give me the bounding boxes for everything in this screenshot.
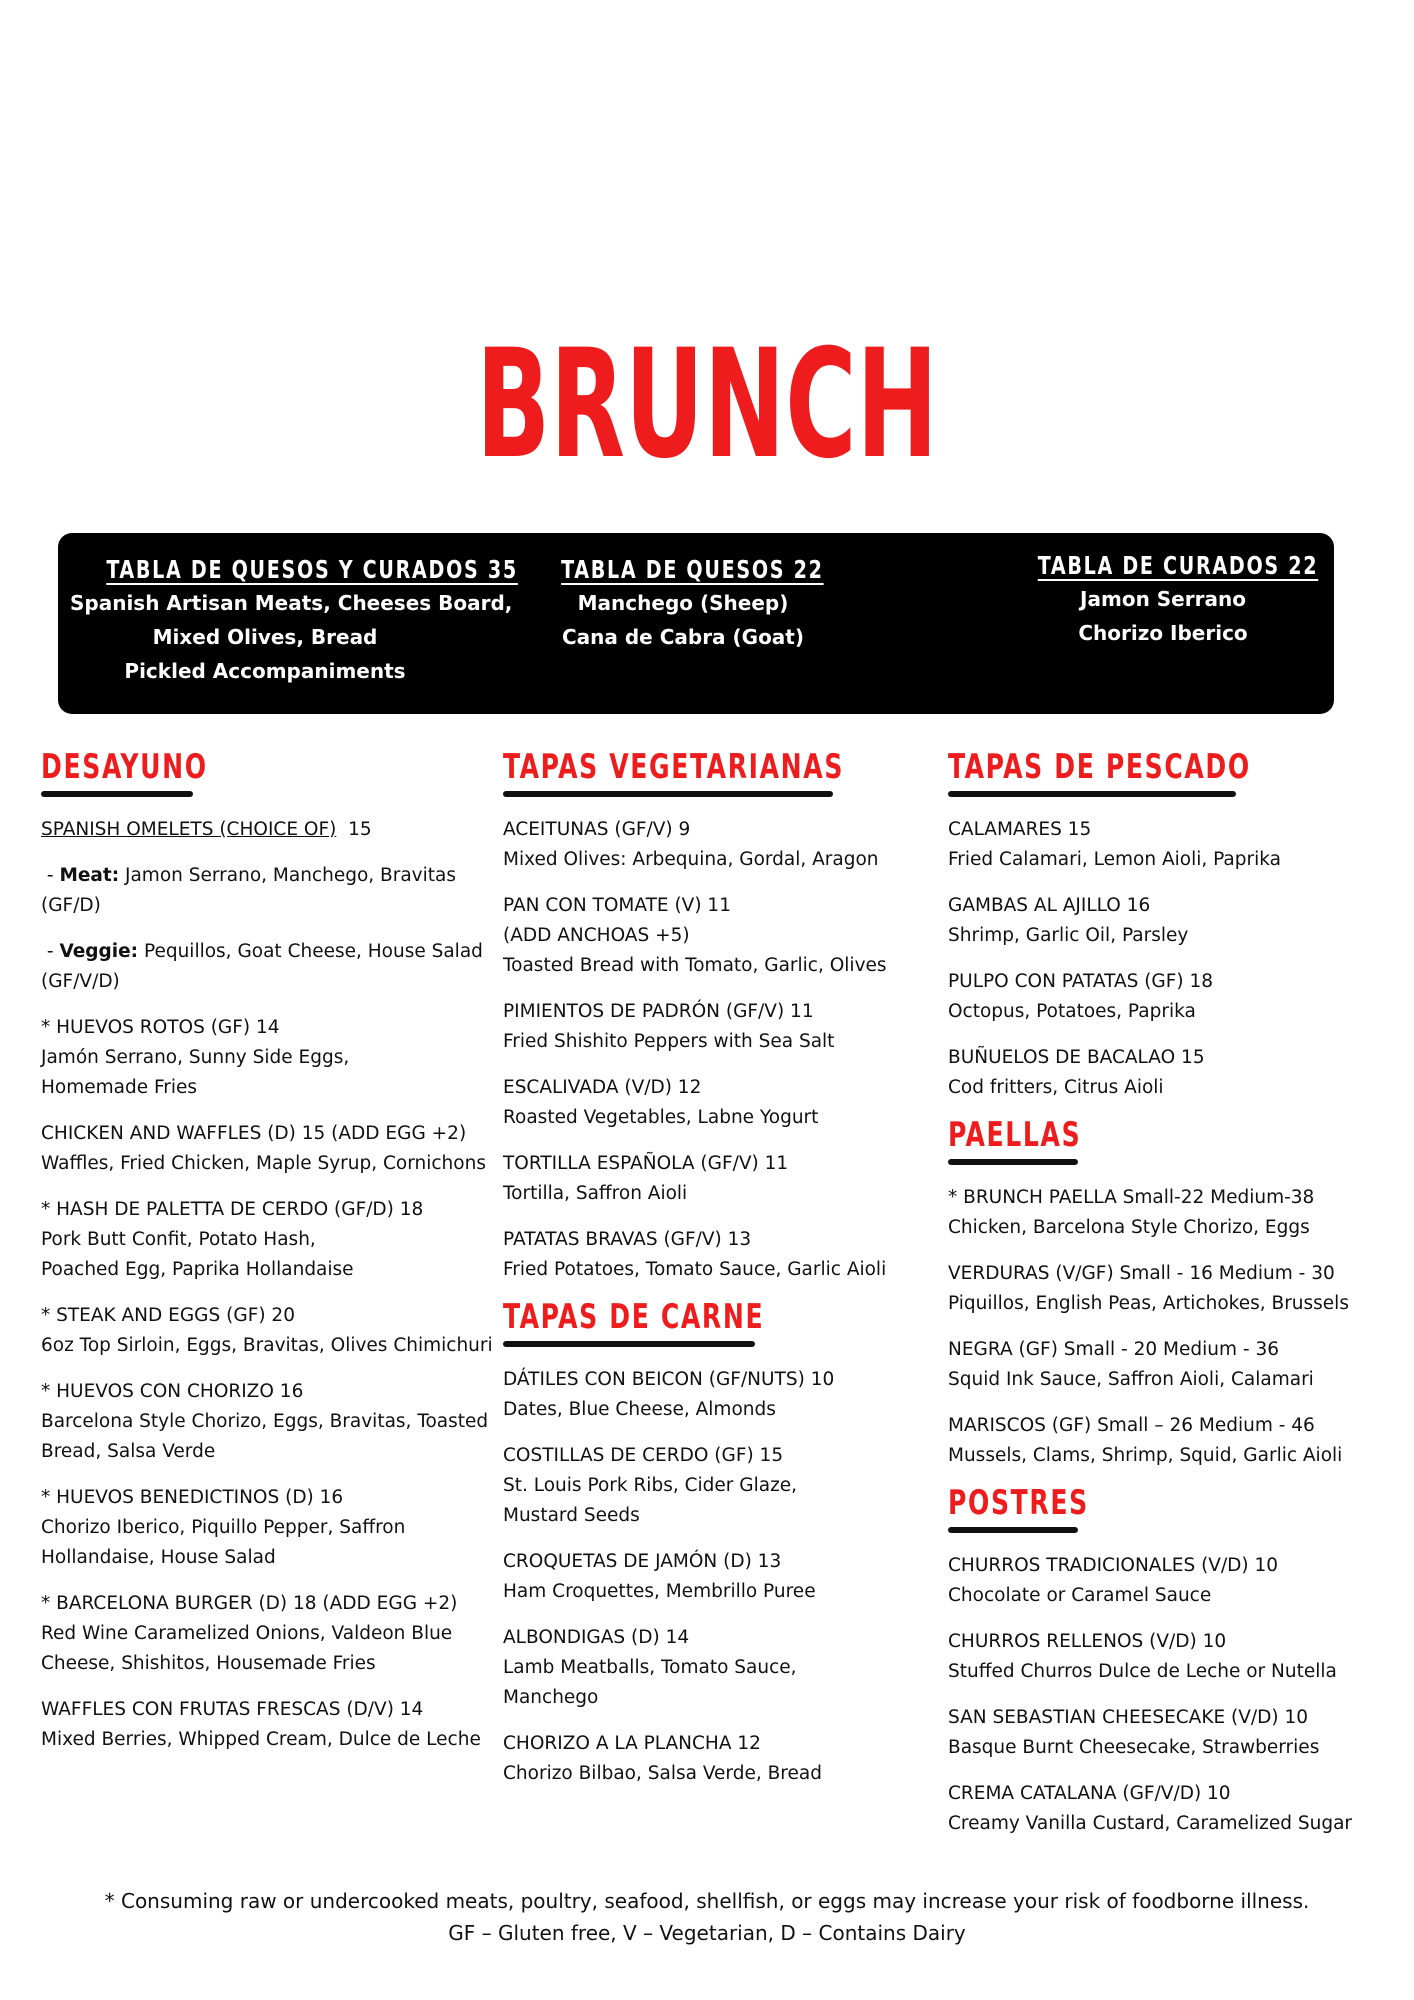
section-underline [948, 1527, 1078, 1533]
menu-item-description: Homemade Fries [41, 1077, 198, 1098]
menu-item-description: Chorizo Iberico, Piquillo Pepper, Saffron [41, 1517, 406, 1538]
menu-item-name: GAMBAS AL AJILLO 16 [948, 895, 1151, 916]
menu-item-description: Poached Egg, Paprika Hollandaise [41, 1259, 354, 1280]
section-title-postres: POSTRES [948, 1483, 1089, 1523]
consumption-warning: * Consuming raw or undercooked meats, poultry, seafood, shellfish, or eggs may increase your risk of foodborne illness. [104, 1889, 1310, 1913]
board-tabla-quesos [538, 555, 828, 654]
menu-item-description: Mixed Berries, Whipped Cream, Dulce de Leche [41, 1729, 481, 1750]
menu-item-name: CREMA CATALANA (GF/V/D) 10 [948, 1783, 1231, 1804]
menu-item-name: TORTILLA ESPAÑOLA (GF/V) 11 [503, 1153, 789, 1174]
menu-item-description: Cod fritters, Citrus Aioli [948, 1077, 1164, 1098]
page-title: BRUNCH [476, 318, 938, 492]
section-underline [948, 791, 1236, 797]
menu-item [948, 1043, 1388, 1103]
menu-item-description: Squid Ink Sauce, Saffron Aioli, Calamari [948, 1369, 1314, 1390]
board-tabla-curados [1013, 551, 1319, 650]
menu-item-description: Chocolate or Caramel Sauce [948, 1585, 1212, 1606]
board-title: TABLA DE QUESOS 22 [561, 555, 824, 584]
menu-item [503, 1441, 923, 1531]
menu-item [948, 1779, 1388, 1839]
menu-item [948, 891, 1388, 951]
menu-item-name: * HUEVOS BENEDICTINOS (D) 16 [41, 1487, 344, 1508]
omelet-option-label: Meat: [59, 865, 120, 886]
menu-item-description: Shrimp, Garlic Oil, Parsley [948, 925, 1189, 946]
menu-item-name: SPANISH OMELETS (CHOICE OF) [41, 819, 337, 840]
menu-item-name: CHICKEN AND WAFFLES (D) 15 (ADD EGG +2) [41, 1123, 467, 1144]
menu-item-description: Dates, Blue Cheese, Almonds [503, 1399, 776, 1420]
menu-item-description: Stuffed Churros Dulce de Leche or Nutella [948, 1661, 1337, 1682]
menu-item-description: Pork Butt Confit, Potato Hash, [41, 1229, 316, 1250]
menu-item [503, 1729, 923, 1789]
menu-item [503, 1073, 923, 1133]
menu-item-description: (ADD ANCHOAS +5) [503, 925, 690, 946]
paellas-items [948, 1183, 1388, 1471]
section-underline [41, 791, 193, 797]
section-title-pescado: TAPAS DE PESCADO [948, 747, 1251, 787]
column-desayuno [41, 745, 493, 1771]
board-line: Chorizo Iberico [1078, 621, 1248, 645]
menu-item-description: Fried Calamari, Lemon Aioli, Paprika [948, 849, 1281, 870]
menu-item-name: MARISCOS (GF) Small – 26 Medium - 46 [948, 1415, 1315, 1436]
menu-item [948, 1183, 1388, 1243]
menu-item-description: Lamb Meatballs, Tomato Sauce, [503, 1657, 797, 1678]
menu-item-name: VERDURAS (V/GF) Small - 16 Medium - 30 [948, 1263, 1335, 1284]
menu-item-name: CHURROS TRADICIONALES (V/D) 10 [948, 1555, 1279, 1576]
menu-item [948, 1551, 1388, 1611]
menu-item-description: Chicken, Barcelona Style Chorizo, Eggs [948, 1217, 1310, 1238]
column-mains [948, 745, 1388, 1855]
menu-item-description: 6oz Top Sirloin, Eggs, Bravitas, Olives Chimichuri [41, 1335, 493, 1356]
section-underline [503, 791, 833, 797]
menu-item [41, 1695, 481, 1755]
menu-item-name: * HUEVOS ROTOS (GF) 14 [41, 1017, 280, 1038]
menu-item-name: CALAMARES 15 [948, 819, 1092, 840]
omelet-option-desc: Pequillos, Goat Cheese, House Salad [143, 941, 483, 962]
board-line: Mixed Olives, Bread [152, 625, 378, 649]
menu-item [948, 1259, 1388, 1319]
menu-item [41, 1589, 481, 1679]
section-title-paellas: PAELLAS [948, 1115, 1082, 1155]
menu-item-omelets [41, 815, 481, 845]
menu-item [503, 1547, 923, 1607]
menu-item [948, 815, 1388, 875]
section-underline [503, 1341, 755, 1347]
menu-item-description: Tortilla, Saffron Aioli [503, 1183, 688, 1204]
menu-item-description: Red Wine Caramelized Onions, Valdeon Blue [41, 1623, 453, 1644]
menu-item-description: Piquillos, English Peas, Artichokes, Brussels [948, 1293, 1349, 1314]
menu-item [503, 815, 923, 875]
section-title-carne: TAPAS DE CARNE [503, 1297, 765, 1337]
menu-item-name: DÁTILES CON BEICON (GF/NUTS) 10 [503, 1369, 835, 1390]
menu-item-description: Roasted Vegetables, Labne Yogurt [503, 1107, 819, 1128]
section-title-desayuno: DESAYUNO [41, 747, 208, 787]
menu-item [503, 1225, 923, 1285]
menu-item-name: ALBONDIGAS (D) 14 [503, 1627, 690, 1648]
menu-item-name: PATATAS BRAVAS (GF/V) 13 [503, 1229, 752, 1250]
menu-item-name: * STEAK AND EGGS (GF) 20 [41, 1305, 295, 1326]
menu-item [948, 1703, 1388, 1763]
menu-item-name: COSTILLAS DE CERDO (GF) 15 [503, 1445, 784, 1466]
menu-item-description: Bread, Salsa Verde [41, 1441, 216, 1462]
menu-item [503, 1623, 923, 1713]
menu-item-name: PULPO CON PATATAS (GF) 18 [948, 971, 1214, 992]
menu-item-description: Creamy Vanilla Custard, Caramelized Sugar [948, 1813, 1353, 1834]
menu-item-description: Fried Shishito Peppers with Sea Salt [503, 1031, 835, 1052]
board-line: Manchego (Sheep) [577, 591, 789, 615]
menu-item [503, 1365, 923, 1425]
allergen-footer [0, 1885, 1414, 1949]
omelet-option-tags: (GF/D) [41, 895, 101, 916]
section-underline [948, 1159, 1078, 1165]
menu-item-description: Manchego [503, 1687, 599, 1708]
section-title-vegetarianas: TAPAS VEGETARIANAS [503, 747, 845, 787]
menu-item [41, 1013, 481, 1103]
menu-item [41, 1377, 489, 1467]
menu-item [948, 967, 1388, 1027]
omelet-option-desc: Jamon Serrano, Manchego, Bravitas [125, 865, 456, 886]
menu-item [41, 1301, 493, 1361]
omelet-option-meat: - Meat: Jamon Serrano, Manchego, Bravitas (GF/D) [41, 861, 481, 921]
board-line: Cana de Cabra (Goat) [561, 625, 805, 649]
menu-item-name: CROQUETAS DE JAMÓN (D) 13 [503, 1551, 782, 1572]
board-title: TABLA DE CURADOS 22 [1037, 551, 1319, 580]
carne-items [503, 1365, 923, 1789]
menu-item-description: Barcelona Style Chorizo, Eggs, Bravitas, Toasted [41, 1411, 489, 1432]
omelet-option-veggie: - Veggie: Pequillos, Goat Cheese, House Salad (GF/V/D) [41, 937, 481, 997]
menu-item-description: Jamón Serrano, Sunny Side Eggs, [41, 1047, 350, 1068]
pescado-items [948, 815, 1388, 1103]
menu-item-name: CHORIZO A LA PLANCHA 12 [503, 1733, 761, 1754]
menu-item-description: Toasted Bread with Tomato, Garlic, Olives [503, 955, 887, 976]
menu-item-name: BUÑUELOS DE BACALAO 15 [948, 1047, 1205, 1068]
menu-item-description: Cheese, Shishitos, Housemade Fries [41, 1653, 376, 1674]
menu-item-name: PIMIENTOS DE PADRÓN (GF/V) 11 [503, 1001, 814, 1022]
column-tapas [503, 745, 923, 1805]
menu-item-name: SAN SEBASTIAN CHEESECAKE (V/D) 10 [948, 1707, 1309, 1728]
board-line: Spanish Artisan Meats, Cheeses Board, [70, 591, 513, 615]
menu-item [948, 1411, 1388, 1471]
menu-item [41, 1483, 481, 1573]
menu-item-name: * HASH DE PALETTA DE CERDO (GF/D) 18 [41, 1199, 424, 1220]
postres-items [948, 1551, 1388, 1839]
menu-item-name: PAN CON TOMATE (V) 11 [503, 895, 731, 916]
omelet-option-label: Veggie: [59, 941, 139, 962]
board-line: Jamon Serrano [1080, 587, 1246, 611]
menu-item-name: * BRUNCH PAELLA Small-22 Medium-38 [948, 1187, 1315, 1208]
menu-item-name: * BARCELONA BURGER (D) 18 (ADD EGG +2) [41, 1593, 458, 1614]
menu-item-description: Fried Potatoes, Tomato Sauce, Garlic Aioli [503, 1259, 887, 1280]
menu-item-description: Waffles, Fried Chicken, Maple Syrup, Cornichons [41, 1153, 486, 1174]
menu-item [41, 1195, 481, 1285]
menu-item-name: NEGRA (GF) Small - 20 Medium - 36 [948, 1339, 1279, 1360]
menu-item-name: ACEITUNAS (GF/V) 9 [503, 819, 691, 840]
menu-item-name: WAFFLES CON FRUTAS FRESCAS (D/V) 14 [41, 1699, 424, 1720]
menu-item [948, 1627, 1388, 1687]
menu-item [503, 997, 923, 1057]
menu-item-description: Mixed Olives: Arbequina, Gordal, Aragon [503, 849, 879, 870]
board-line: Pickled Accompaniments [124, 659, 406, 683]
menu-item-price: 15 [348, 819, 372, 840]
menu-item-description: Chorizo Bilbao, Salsa Verde, Bread [503, 1763, 822, 1784]
menu-item-description: Mustard Seeds [503, 1505, 640, 1526]
menu-item-description: Octopus, Potatoes, Paprika [948, 1001, 1196, 1022]
menu-item-description: St. Louis Pork Ribs, Cider Glaze, [503, 1475, 798, 1496]
menu-item [503, 891, 923, 981]
menu-item-name: ESCALIVADA (V/D) 12 [503, 1077, 702, 1098]
menu-item-description: Ham Croquettes, Membrillo Puree [503, 1581, 816, 1602]
dietary-legend: GF – Gluten free, V – Vegetarian, D – Contains Dairy [448, 1921, 966, 1945]
menu-item [41, 1119, 486, 1179]
vegetarianas-items [503, 815, 923, 1285]
menu-item-description: Mussels, Clams, Shrimp, Squid, Garlic Aioli [948, 1445, 1343, 1466]
charcuterie-board-banner [58, 533, 1334, 714]
menu-item-name: CHURROS RELLENOS (V/D) 10 [948, 1631, 1227, 1652]
omelet-option-tags: (GF/V/D) [41, 971, 120, 992]
board-title: TABLA DE QUESOS Y CURADOS 35 [106, 555, 518, 584]
board-tabla-quesos-y-curados [70, 555, 518, 688]
menu-item [503, 1149, 923, 1209]
desayuno-items [41, 1013, 493, 1755]
menu-item-name: * HUEVOS CON CHORIZO 16 [41, 1381, 304, 1402]
menu-item-description: Basque Burnt Cheesecake, Strawberries [948, 1737, 1320, 1758]
menu-item-description: Hollandaise, House Salad [41, 1547, 276, 1568]
menu-item [948, 1335, 1388, 1395]
